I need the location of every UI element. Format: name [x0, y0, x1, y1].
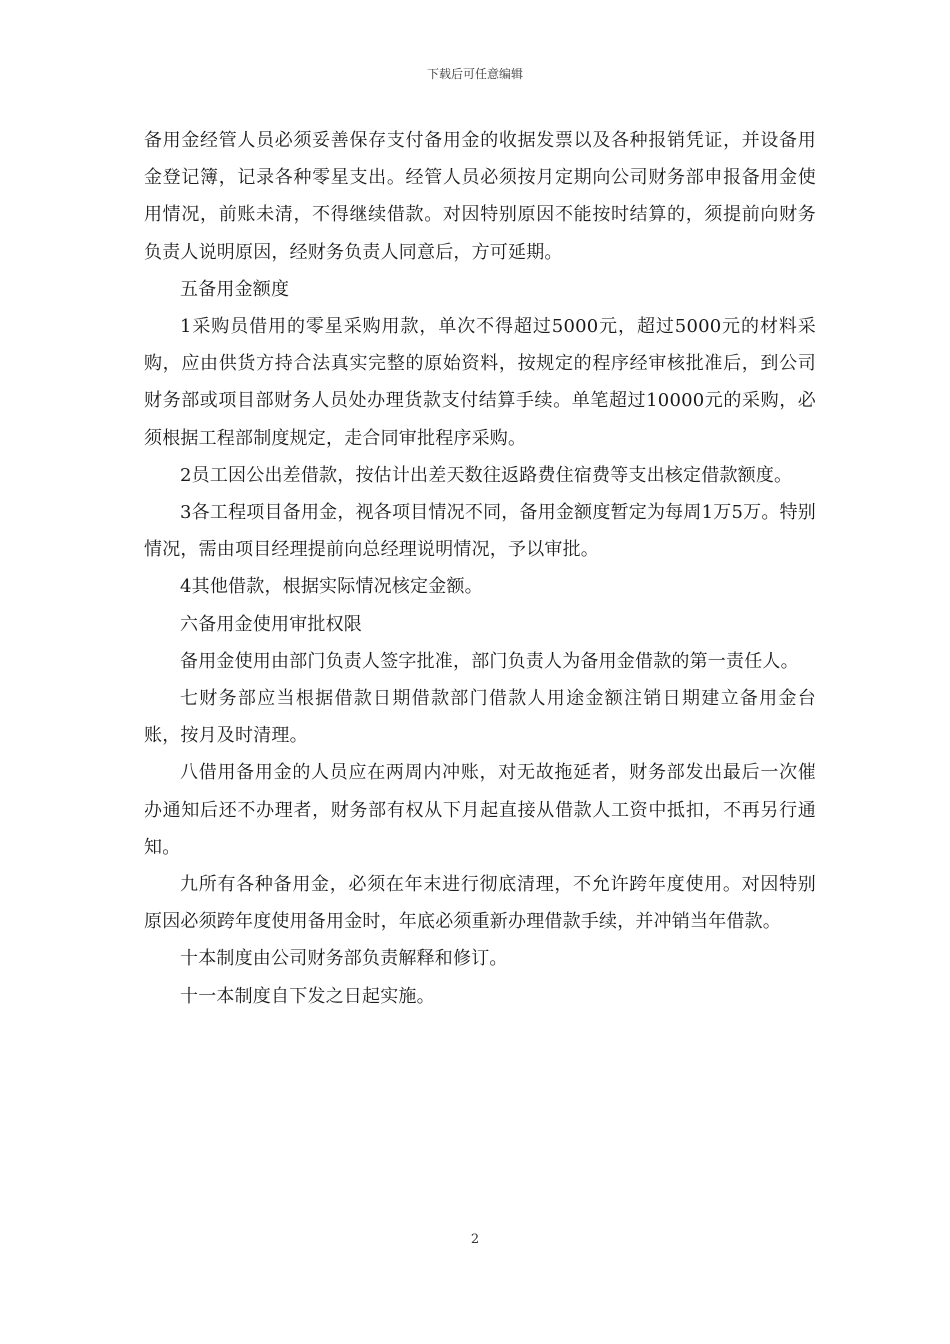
- page-header: 下载后可任意编辑: [426, 67, 523, 81]
- paragraph-section-11: 十一本制度自下发之日起实施。: [180, 985, 435, 1007]
- paragraph-section-10: 十本制度由公司财务部负责解释和修订。: [180, 948, 508, 970]
- paragraph-custody: 备用金经管人员必须妥善保存支付备用金的收据发票以及各种报销凭证，并设备用金登记簿，记录各种零星支出。经管人员必须按月定期向公司财务部申报备用金使用情况，前账未清，不得继续借款。对因特别原因不能按时结算的，须提前向财务负责人说明原因，经财务负责人同意后，方可延期。: [144, 130, 816, 263]
- paragraph-item-2: 2员工因公出差借款，按估计出差天数往返路费住宿费等支出核定借款额度。: [180, 464, 793, 486]
- page-number: 2: [470, 1232, 480, 1247]
- document-body: [144, 122, 816, 1015]
- paragraph-item-1: 1采购员借用的零星采购用款，单次不得超过5000元，超过5000元的材料采购，应由供货方持合法真实完整的原始资料，按规定的程序经审核批准后，到公司财务部或项目部财务人员处办理货款支付结算手续。单笔超过10000元的采购，必须根据工程部制度规定，走合同审批程序采购。: [144, 316, 816, 449]
- section-heading-6: 六备用金使用审批权限: [180, 613, 362, 635]
- section-heading-5: 五备用金额度: [180, 278, 290, 300]
- paragraph-approval: 备用金使用由部门负责人签字批准，部门负责人为备用金借款的第一责任人。: [180, 650, 799, 672]
- paragraph-section-8: 八借用备用金的人员应在两周内冲账，对无故拖延者，财务部发出最后一次催办通知后还不办理者，财务部有权从下月起直接从借款人工资中抵扣，不再另行通知。: [144, 762, 816, 858]
- paragraph-item-3: 3各工程项目备用金，视各项目情况不同，备用金额度暂定为每周1万5万。特别情况，需由项目经理提前向总经理说明情况，予以审批。: [144, 502, 816, 561]
- paragraph-item-4: 4其他借款，根据实际情况核定金额。: [180, 576, 483, 598]
- paragraph-section-7: 七财务部应当根据借款日期借款部门借款人用途金额注销日期建立备用金台账，按月及时清理。: [144, 688, 816, 747]
- paragraph-section-9: 九所有各种备用金，必须在年末进行彻底清理，不允许跨年度使用。对因特别原因必须跨年度使用备用金时，年底必须重新办理借款手续，并冲销当年借款。: [144, 874, 816, 933]
